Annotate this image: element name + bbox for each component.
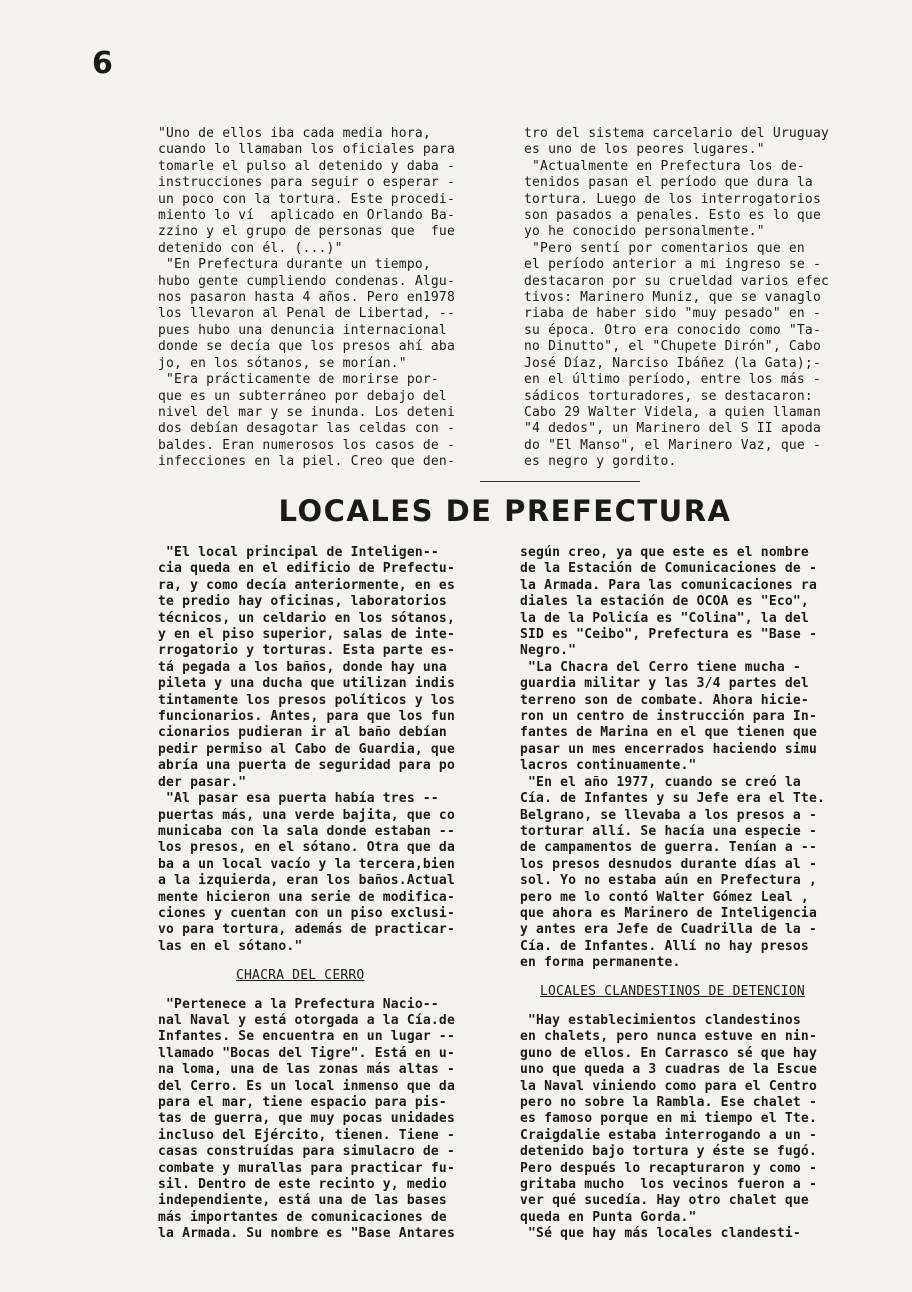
subhead-locales-clandestinos: LOCALES CLANDESTINOS DE DETENCION [540, 983, 805, 999]
article-column-bottom-right [520, 545, 880, 1243]
paragraph-inteligencia: "El local principal de Inteligen-- cia queda en el edificio de Prefectu- ra, y como decía anteriormente, en es te predio hay oficinas, laboratorios técnicos, un celdario en los sótanos, y en el piso superior, salas de inte- rrogatorio y torturas. Esta parte es- tá pegada a los baños, donde hay una pileta y una ducha que utilizan indis tintamente los presos políticos y los funcionarios. Antes, para que los fun cionarios pudieran ir al baño debían pedir permiso al Cabo de Guardia, que abría una puerta de seguridad para po der pasar." "Al pasar esa puerta había tres -- puertas más, una verde bajita, que co municaba con la sala donde estaban -- los presos, en el sótano. Otra que da ba a un local vacío y la tercera,bien a la izquierda, eran los baños.Actual mente hicieron una serie de modifica- ciones y cuentan con un piso exclusi- vo para tortura, además de practicar- las en el sótano." [158, 545, 455, 954]
subhead-chacra-del-cerro: CHACRA DEL CERRO [236, 968, 365, 984]
paragraph-locales: "Hay establecimientos clandestinos en chalets, pero nunca estuve en nin- guno de ellos. En Carrasco sé que hay uno que queda a 3 cuadras de la Escue la Naval viniendo como para el Centro pero no sobre la Rambla. Ese chalet - es famoso porque en mi tiempo el Tte. Craigdalie estaba interrogando a un - detenido bajo tortura y éste se fugó. Pero después lo recapturaron y como - gritaba mucho los vecinos fueron a - ver qué sucedía. Hay otro chalet que queda en Punta Gorda." "Sé que hay más locales clandesti- [520, 1012, 817, 1242]
article-column-top-right: tro del sistema carcelario del Uruguay es uno de los peores lugares." "Actualmente en Prefectura los de- tenidos pasan el período que dura la tortura. Luego de los interrogatorios son pasados a penales. Esto es lo que yo he conocido personalmente." "Pero sentí por comentarios que en el período anterior a mi ingreso se - destacaron por su crueldad varios efec tivos: Marinero Muniz, que se vanaglo riaba de haber sido "muy pesado" en - su época. Otro era conocido como "Ta- no Dinutto", el "Chupete Dirón", Cabo José Díaz, Narciso Ibáñez (la Gata);- en el último período, entre los más - sádicos torturadores, se destacaron: Cabo 29 Walter Videla, a quien llaman "4 dedos", un Marinero del S II apoda do "El Manso", el Marinero Vaz, que - es negro y gordito. [524, 126, 830, 470]
page-number: 6 [92, 46, 113, 81]
section-divider [480, 481, 640, 482]
section-title: LOCALES DE PREFECTURA [278, 494, 732, 528]
article-column-bottom-left [158, 545, 498, 1243]
paragraph-comunicaciones: según creo, ya que este es el nombre de la Estación de Comunicaciones de - la Armada. Para las comunicaciones ra diales la estación de OCOA es "Eco", la de la Policía es "Colina", la del SID es "Ceibo", Prefectura es "Base - Negro." "La Chacra del Cerro tiene mucha - guardia militar y las 3/4 partes del terreno son de combate. Ahora hicie- ron un centro de instrucción para In- fantes de Marina en el que tienen que pasar un mes encerrados haciendo simu lacros continuamente." "En el año 1977, cuando se creó la Cía. de Infantes y su Jefe era el Tte. Belgrano, se llevaba a los presos a - torturar allí. Se hacía una especie - de campamentos de guerra. Tenían a -- los presos desnudos durante días al - sol. Yo no estaba aún en Prefectura , pero me lo contó Walter Gómez Leal , que ahora es Marinero de Inteligencia y antes era Jefe de Cuadrilla de la - Cía. de Infantes. Allí no hay presos en forma permanente. [520, 545, 826, 971]
paragraph-chacra: "Pertenece a la Prefectura Nacio-- nal Naval y está otorgada a la Cía.de Infantes. Se encuentra en un lugar -- llamado "Bocas del Tigre". Está en u- na loma, una de las zonas más altas - del Cerro. Es un local inmenso que da para el mar, tiene espacio para pis- tas de guerra, que muy pocas unidades incluso del Ejército, tienen. Tiene - casas construídas para simulacro de - combate y murallas para practicar fu- sil. Dentro de este recinto y, medio independiente, está una de las bases más importantes de comunicaciones de la Armada. Su nombre es "Base Antares [158, 996, 455, 1242]
article-column-top-left: "Uno de ellos iba cada media hora, cuando lo llamaban los oficiales para tomarle el pulso al detenido y daba - instrucciones para seguir o esperar - un poco con la tortura. Este procedi- miento lo ví aplicado en Orlando Ba- zzino y el grupo de personas que fue detenido con él. (...)" "En Prefectura durante un tiempo, hubo gente cumpliendo condenas. Algu- nos pasaron hasta 4 años. Pero en1978 los llevaron al Penal de Libertad, -- pues hubo una denuncia internacional donde se decía que los presos ahí aba jo, en los sótanos, se morían." "Era prácticamente de morirse por- que es un subterráneo por debajo del nivel del mar y se inunda. Los deteni dos debían desagotar las celdas con - baldes. Eran numerosos los casos de - infecciones en la piel. Creo que den- [158, 126, 455, 470]
